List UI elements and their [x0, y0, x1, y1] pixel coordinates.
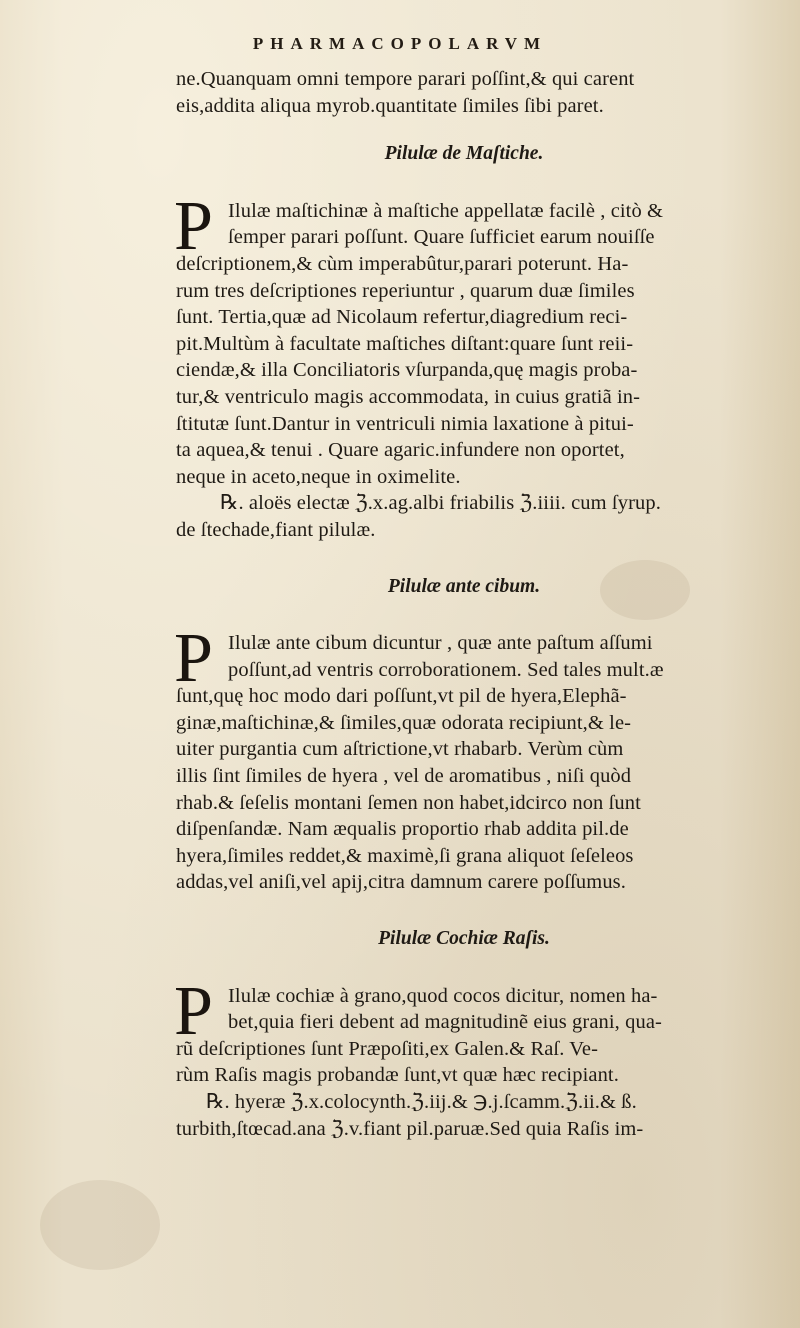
paper-stain — [40, 1180, 160, 1270]
text-line: Ilulæ maſtichinæ à maſtiche appellatæ facilè , citò & — [228, 199, 664, 222]
text-line: rũ deſcriptiones ſunt Præpoſiti,ex Galen.& Raſ. Ve- — [176, 1037, 599, 1060]
text-line: hyera,ſimiles reddet,& maximè,ſi grana aliquot ſeſeleos — [176, 844, 634, 867]
section-heading: Pilulæ de Maſtiche. — [384, 143, 544, 165]
text-line: ſemper parari poſſunt. Quare ſufficiet earum nouiſſe — [228, 226, 655, 249]
text-line: diſpenſandæ. Nam æqualis proportio rhab addita pil.de — [176, 818, 629, 841]
text-line: tur,& ventriculo magis accommodata, in cuius gratiã in- — [176, 385, 641, 408]
paragraph — [174, 620, 788, 896]
text-line: ſunt. Tertia,quæ ad Nicolaum refertur,diagredium reci- — [176, 306, 628, 329]
text-line: poſſunt,ad ventris corroborationem. Sed tales mult.æ — [228, 658, 664, 681]
section-heading: Pilulæ Cochiæ Raſis. — [378, 928, 550, 950]
running-head: PHARMACOPOLARVM — [252, 34, 548, 53]
text-line: neque in aceto,neque in oximelite. — [176, 465, 461, 488]
section-heading: Pilulæ ante cibum. — [387, 575, 541, 597]
drop-cap: P — [174, 620, 213, 698]
text-line: ta aquea,& tenui . Quare agaric.infundere non oportet, — [176, 439, 625, 462]
text-line: rum tres deſcriptiones reperiuntur , quarum duæ ſimiles — [176, 279, 635, 302]
paragraph — [174, 187, 788, 544]
text-line: bet,quia fieri debent ad magnitudinẽ eius grani, qua- — [228, 1011, 662, 1034]
text-block — [176, 66, 788, 1142]
text-line: rhab.& ſeſelis montani ſemen non habet,idcirco non ſunt — [176, 791, 641, 814]
paragraph — [174, 972, 788, 1143]
text-line: Ilulæ ante cibum dicuntur , quæ ante paſtum aſſumi — [228, 632, 653, 655]
text-line: ne.Quanquam omni tempore parari poſſint,& qui carent — [176, 68, 635, 90]
text-line: ginæ,maſtichinæ,& ſimiles,quæ odorata recipiunt,& le- — [176, 711, 632, 734]
text-line: eis,addita aliqua myrob.quantitate ſimiles ſibi paret. — [176, 94, 604, 117]
text-line: rùm Raſis magis probandæ ſunt,vt quæ hæc recipiant. — [176, 1064, 619, 1087]
text-line: pit.Multùm à facultate maſtiches diſtant:quare ſunt reii- — [176, 332, 634, 355]
drop-cap: P — [174, 187, 213, 265]
text-line: uiter purgantia cum aſtrictione,vt rhabarb. Verùm cùm — [176, 738, 624, 761]
recipe-line: ℞. hyeræ ℨ.x.colocynth.ℨ.iij.& ℈.j.ſcamm.ℨ.ii.& ß. — [206, 1091, 637, 1113]
text-line: addas,vel aniſi,vel apij,citra damnum carere poſſumus. — [176, 871, 626, 894]
text-line: ciendæ,& illa Conciliatoris vſurpanda,quę magis proba- — [176, 359, 638, 382]
text-line: ſtitutæ ſunt.Dantur in ventriculi nimia laxatione à pitui- — [176, 412, 634, 435]
drop-cap: P — [174, 972, 213, 1050]
text-line: illis ſint ſimiles de hyera , vel de aromatibus , niſi quòd — [176, 765, 632, 788]
text-line: turbith,ſtœcad.ana ℨ.v.fiant pil.paruæ.Sed quia Raſis im- — [176, 1117, 644, 1140]
recipe-line: ℞. aloës electæ ℨ.x.ag.albi friabilis ℨ.iiii. cum ſyrup. — [220, 492, 661, 515]
text-line: Ilulæ cochiæ à grano,quod cocos dicitur, nomen ha- — [228, 984, 658, 1007]
text-line: ſunt,quę hoc modo dari poſſunt,vt pil de hyera,Elephã- — [176, 685, 627, 708]
text-line: de ſtechade,fiant pilulæ. — [176, 518, 376, 541]
text-line: deſcriptionem,& cùm imperabûtur,parari poterunt. Ha- — [176, 252, 629, 275]
